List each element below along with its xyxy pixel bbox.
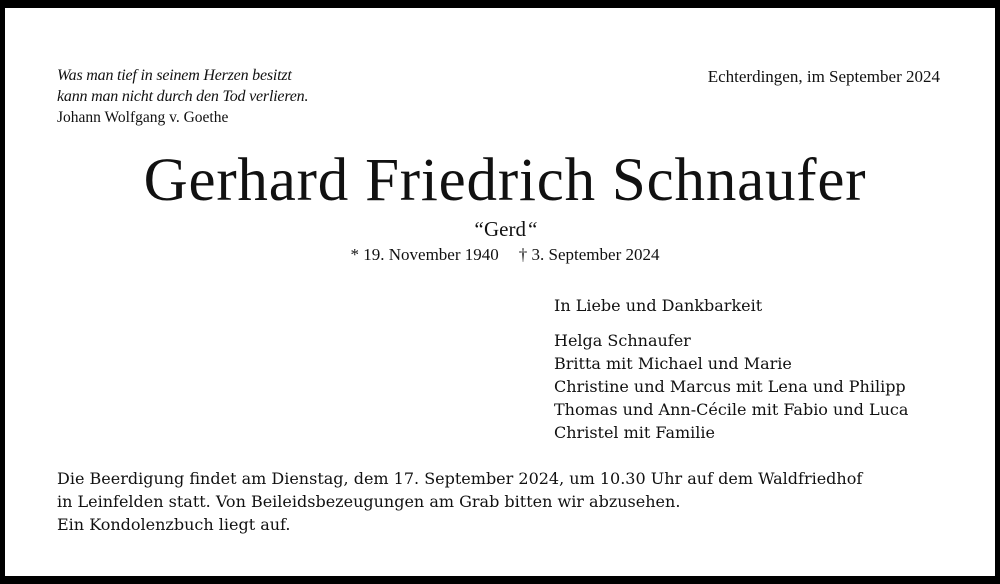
- quote-line-2: kann man nicht durch den Tod verlieren.: [57, 88, 309, 105]
- mourners-intro: In Liebe und Dankbarkeit: [554, 296, 763, 315]
- deceased-nickname: [5, 216, 1000, 242]
- mourner-name: Christine und Marcus mit Lena und Philipp: [554, 377, 906, 396]
- death-date: † 3. September 2024: [518, 245, 660, 264]
- nickname-close-quote: “: [525, 217, 538, 241]
- mourner-name: Britta mit Michael und Marie: [554, 354, 792, 373]
- notice-line-2: in Leinfelden statt. Von Beileidsbezeugungen am Grab bitten wir abzusehen.: [57, 492, 681, 511]
- mourner-name: Helga Schnaufer: [554, 331, 691, 350]
- notice-line-1: Die Beerdigung findet am Dienstag, dem 17. September 2024, um 10.30 Uhr auf dem Waldfriedhof: [57, 469, 863, 488]
- notice-line-3: Ein Kondolenzbuch liegt auf.: [57, 515, 291, 534]
- life-dates: [5, 244, 1000, 266]
- place-date: Echterdingen, im September 2024: [707, 67, 940, 86]
- quote-line-1: Was man tief in seinem Herzen besitzt: [57, 67, 292, 84]
- mourner-name: Christel mit Familie: [554, 423, 715, 442]
- mourners-list: [554, 329, 908, 444]
- nickname-text: Gerd: [484, 217, 526, 241]
- mourner-name: Thomas und Ann-Cécile mit Fabio und Luca: [554, 400, 909, 419]
- funeral-notice: [57, 467, 862, 536]
- nickname-open-quote: “: [472, 217, 484, 241]
- birth-date: * 19. November 1940: [350, 245, 499, 264]
- quote-author: Johann Wolfgang v. Goethe: [57, 109, 229, 126]
- goethe-quote: [57, 65, 308, 128]
- deceased-name: Gerhard Friedrich Schnaufer: [143, 147, 867, 214]
- mourners-block: [554, 294, 908, 444]
